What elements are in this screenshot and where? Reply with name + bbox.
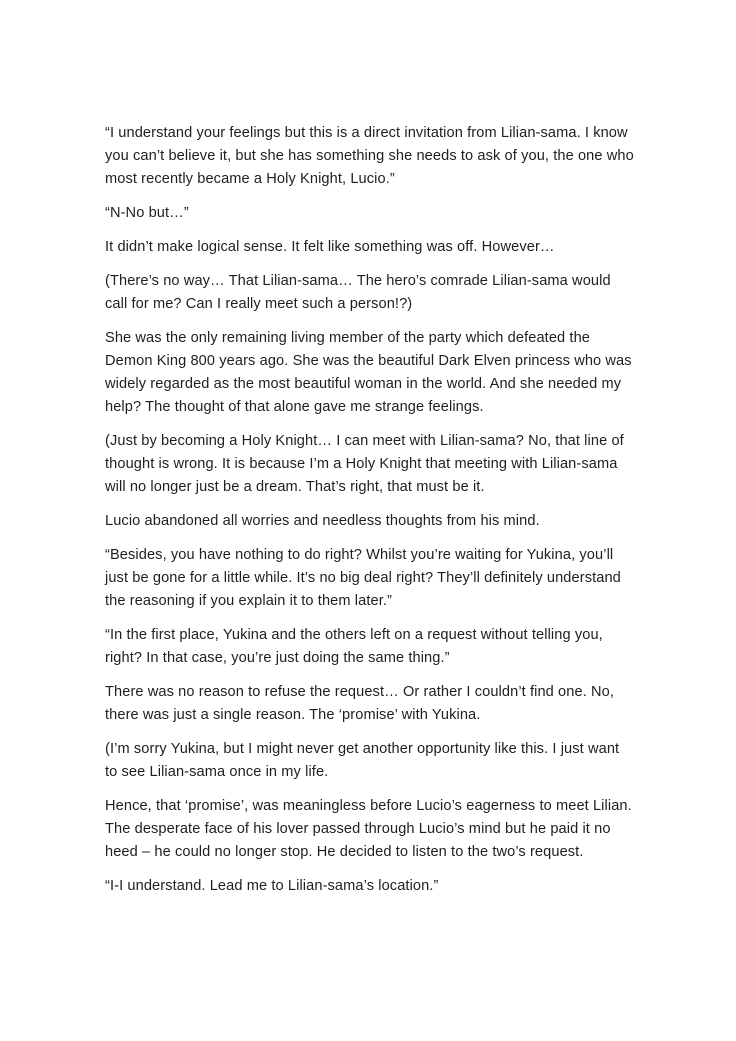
paragraph: Hence, that ‘promise’, was meaningless before Lucio’s eagerness to meet Lilian. The desperate face of his lover passed through Lucio’s mind but he paid it no heed – he could no longer stop. He decided to listen to the two’s request. xyxy=(105,798,632,860)
document-body xyxy=(105,122,634,909)
paragraph: (There’s no way… That Lilian-sama… The hero’s comrade Lilian-sama would call for me? Can I really meet such a person!?) xyxy=(105,273,611,312)
paragraph: (Just by becoming a Holy Knight… I can meet with Lilian-sama? No, that line of thought is wrong. It is because I’m a Holy Knight that meeting with Lilian-sama will no longer just be a dream. That’s right, that must be it. xyxy=(105,433,624,495)
paragraph: “I-I understand. Lead me to Lilian-sama’s location.” xyxy=(105,878,439,894)
paragraph: “Besides, you have nothing to do right? Whilst you’re waiting for Yukina, you’ll just be gone for a little while. It’s no big deal right? They’ll definitely understand the reasoning if you explain it to them later.” xyxy=(105,547,621,609)
paragraph: “I understand your feelings but this is a direct invitation from Lilian-sama. I know you can’t believe it, but she has something she needs to ask of you, the one who most recently became a Holy Knight, Lucio.” xyxy=(105,125,634,187)
paragraph: Lucio abandoned all worries and needless thoughts from his mind. xyxy=(105,513,540,529)
paragraph: It didn’t make logical sense. It felt like something was off. However… xyxy=(105,239,555,255)
paragraph: There was no reason to refuse the request… Or rather I couldn’t find one. No, there was just a single reason. The ‘promise’ with Yukina. xyxy=(105,684,615,723)
paragraph: “In the first place, Yukina and the others left on a request without telling you, right? In that case, you’re just doing the same thing.” xyxy=(105,627,603,666)
paragraph: She was the only remaining living member of the party which defeated the Demon King 800 years ago. She was the beautiful Dark Elven princess who was widely regarded as the most beautiful woman in the world. And she needed my help? The thought of that alone gave me strange feelings. xyxy=(105,330,632,415)
paragraph: “N-No but…” xyxy=(105,205,189,221)
paragraph: (I’m sorry Yukina, but I might never get another opportunity like this. I just want to see Lilian-sama once in my life. xyxy=(105,741,620,780)
